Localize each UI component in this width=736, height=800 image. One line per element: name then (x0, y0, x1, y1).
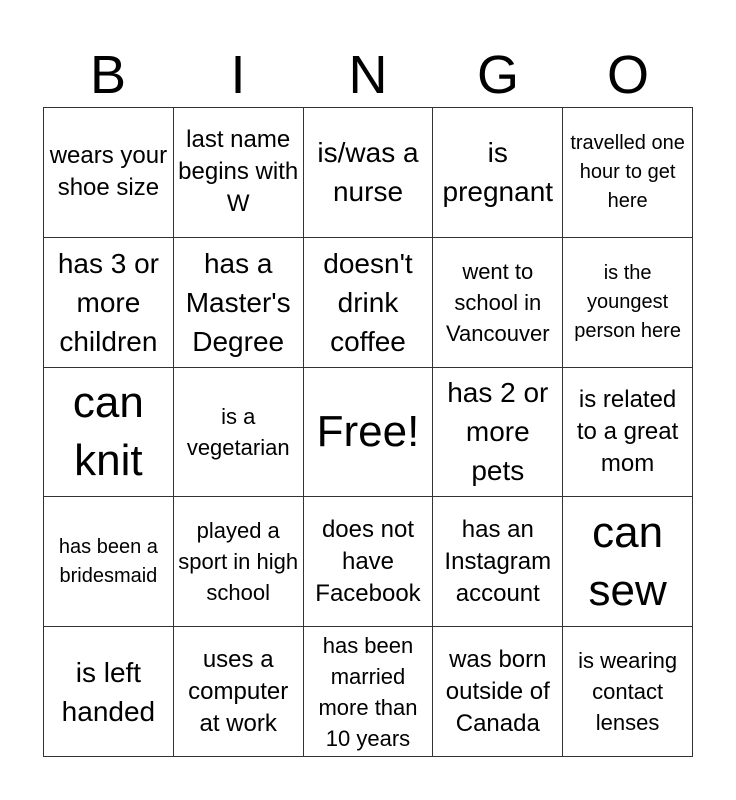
bingo-cell-free[interactable]: Free! (304, 368, 434, 498)
bingo-cell[interactable]: has been a bridesmaid (44, 497, 174, 627)
bingo-cell[interactable]: went to school in Vancouver (433, 238, 563, 368)
header-letter-g: G (476, 45, 519, 105)
bingo-cell[interactable]: is related to a great mom (563, 368, 693, 498)
bingo-cell[interactable]: is/was a nurse (304, 108, 434, 238)
bingo-cell[interactable]: is the youngest person here (563, 238, 693, 368)
bingo-cell[interactable]: can sew (563, 497, 693, 627)
bingo-cell[interactable]: has an Instagram account (433, 497, 563, 627)
header-letter-n: N (348, 45, 388, 105)
bingo-cell[interactable]: is a vegetarian (174, 368, 304, 498)
bingo-cell[interactable]: last name begins with W (174, 108, 304, 238)
bingo-cell[interactable]: has been married more than 10 years (304, 627, 434, 757)
bingo-cell[interactable]: has 2 or more pets (433, 368, 563, 498)
bingo-cell[interactable]: is wearing contact lenses (563, 627, 693, 757)
bingo-cell[interactable]: played a sport in high school (174, 497, 304, 627)
bingo-cell[interactable]: travelled one hour to get here (563, 108, 693, 238)
bingo-cell[interactable]: uses a computer at work (174, 627, 304, 757)
bingo-cell[interactable]: does not have Facebook (304, 497, 434, 627)
header-letter-b: B (89, 45, 127, 105)
header-letter-o: O (606, 45, 649, 105)
header-letter-i: I (230, 45, 246, 105)
bingo-cell[interactable]: was born outside of Canada (433, 627, 563, 757)
bingo-cell[interactable]: has 3 or more children (44, 238, 174, 368)
bingo-cell[interactable]: is pregnant (433, 108, 563, 238)
bingo-cell[interactable]: wears your shoe size (44, 108, 174, 238)
bingo-cell[interactable]: has a Master's Degree (174, 238, 304, 368)
bingo-cell[interactable]: doesn't drink coffee (304, 238, 434, 368)
bingo-board (43, 107, 693, 757)
bingo-cell[interactable]: can knit (44, 368, 174, 498)
bingo-cell[interactable]: is left handed (44, 627, 174, 757)
bingo-header (43, 42, 693, 108)
